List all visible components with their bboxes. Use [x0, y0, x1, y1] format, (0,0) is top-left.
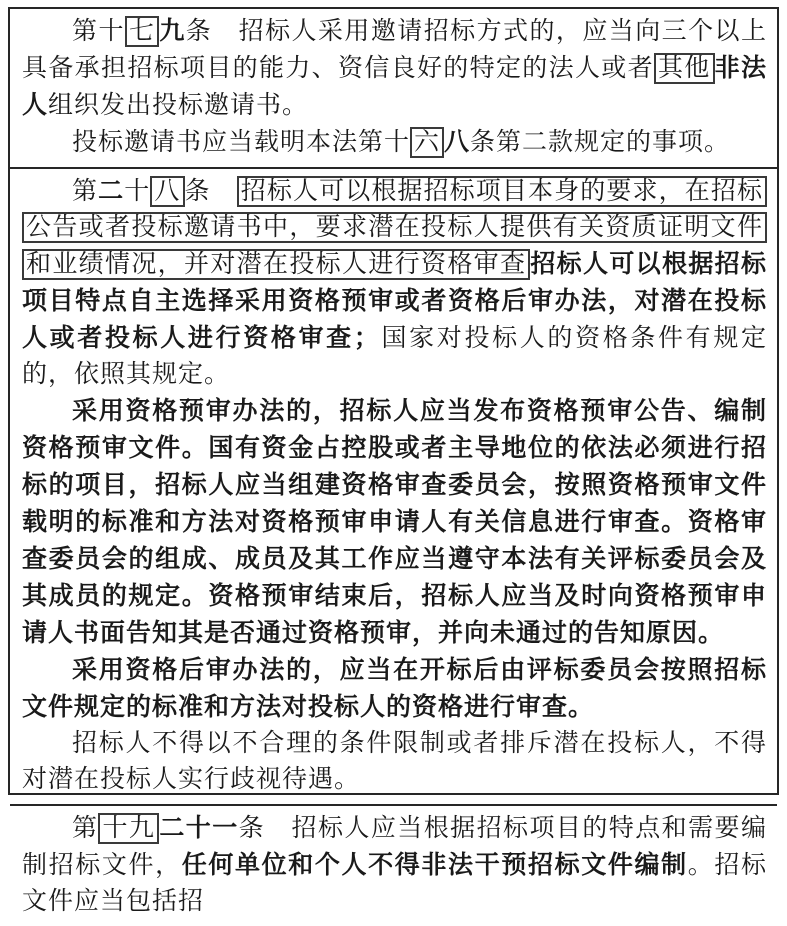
inserted-text-run: 招标人可以根据招标项目特点自主选择采用资格预审或者资格后审办法，对潜在投标人或者投标人进行资格审查； — [22, 250, 767, 352]
deleted-text-run: 十九 — [98, 813, 159, 844]
text-run: 国家对投标人的资格条件有规定的，依照其规定。 — [22, 325, 767, 388]
inserted-text-run: 二 — [98, 177, 125, 205]
inserted-text-run: 任何单位和个人不得非法干预招标文件编制 — [181, 851, 688, 879]
law-document — [10, 9, 777, 926]
law-paragraph — [22, 13, 767, 124]
deleted-text-run: 招标人可以根据招标项目本身的要求，在招标公告或者投标邀请书中，要求潜在投标人提供有关资质证明文件和业绩情况，并对潜在投标人进行资格审查 — [22, 176, 767, 280]
law-section — [10, 804, 777, 926]
text-run: 条 — [184, 178, 237, 205]
deleted-text-run: 八 — [150, 176, 184, 207]
text-run: 第 — [72, 178, 99, 205]
law-paragraph — [22, 393, 767, 652]
inserted-text-run: 八 — [444, 128, 471, 156]
deleted-text-run: 其他 — [654, 53, 715, 84]
inserted-text-run: 采用资格后审办法的，应当在开标后由评标委员会按照招标文件规定的标准和方法对投标人的资格进行审查。 — [22, 656, 767, 721]
inserted-text-run: 二十一 — [159, 814, 239, 842]
inserted-text-run: 采用资格预审办法的，招标人应当发布资格预审公告、编制资格预审文件。国有资金占控股或者主导地位的依法必须进行招标的项目，招标人应当组建资格审查委员会，按照资格预审文件载明的标准和方法对资格预审申请人有关信息进行审查。资格审查委员会的组成、成员及其工作应当遵守本法有关评标委员会及其成员的规定。资格预审结束后，招标人应当及时向资格预审申请人书面告知其是否通过资格预审，并向未通过的告知原因。 — [22, 397, 767, 647]
text-run: 条 招标人应当根据招标项目的特点和需要编制招标文件， — [22, 815, 767, 879]
inserted-text-run: 九 — [159, 17, 186, 45]
law-paragraph — [22, 726, 767, 798]
text-run: 第 — [72, 815, 99, 842]
law-paragraph — [22, 124, 767, 161]
text-run: 招标人不得以不合理的条件限制或者排斥潜在投标人，不得对潜在投标人实行歧视待遇。 — [22, 730, 767, 793]
law-paragraph — [22, 652, 767, 726]
deleted-text-run: 六 — [410, 127, 444, 158]
text-run: 投标邀请书应当载明本法第十 — [72, 129, 411, 156]
deleted-text-run: 七 — [125, 16, 159, 47]
text-run: 组织发出投标邀请书。 — [48, 92, 309, 119]
law-section — [10, 167, 777, 804]
law-paragraph — [22, 173, 767, 393]
law-document-page — [8, 7, 779, 915]
text-run: 十 — [124, 178, 151, 205]
text-run: 。招标文件应当包括招 — [22, 852, 767, 915]
text-run: 第十 — [72, 18, 125, 45]
text-run: 条第二款规定的事项。 — [470, 129, 731, 156]
inserted-text-run: 非法人 — [22, 54, 767, 119]
text-run: 条 招标人采用邀请招标方式的，应当向三个以上具备承担招标项目的能力、资信良好的特定的法人或者 — [22, 18, 767, 82]
law-section — [10, 9, 777, 167]
law-paragraph — [22, 810, 767, 920]
